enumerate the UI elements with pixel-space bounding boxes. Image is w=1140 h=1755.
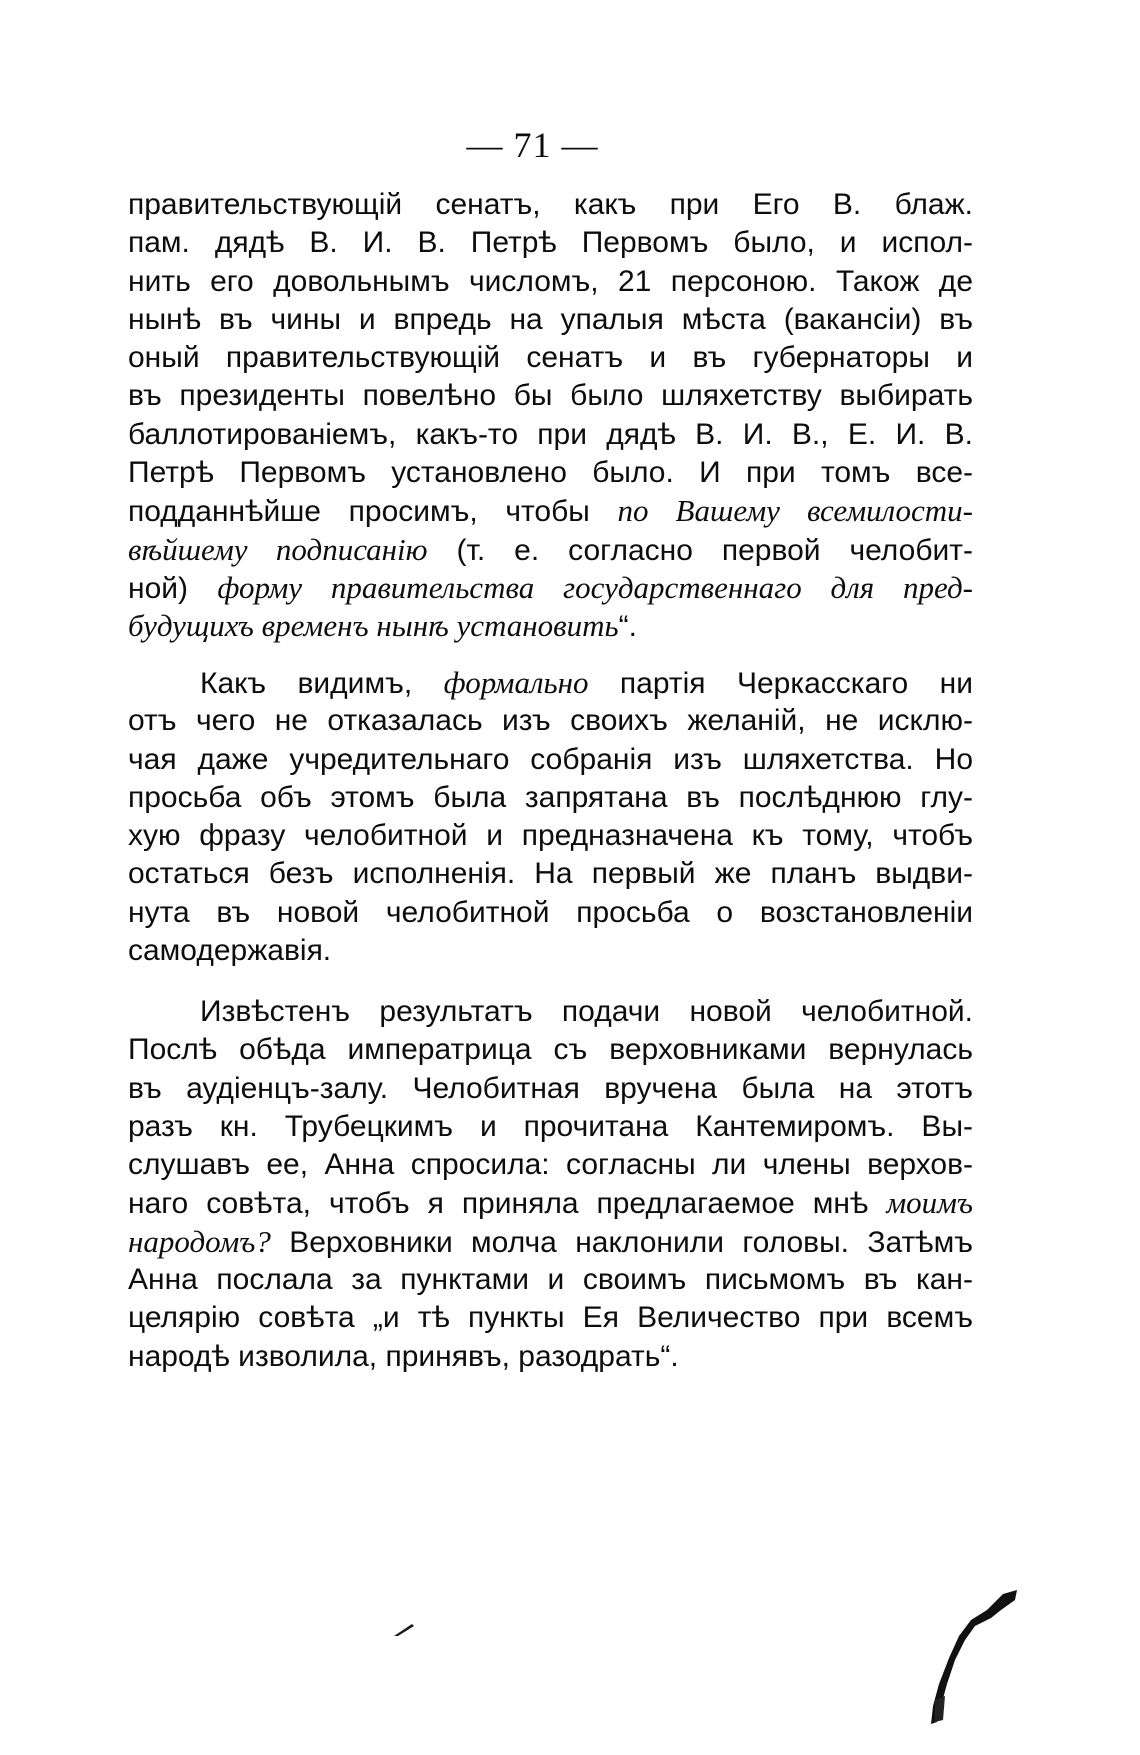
italic-phrase: народомъ? [128, 1223, 271, 1259]
page-number: — 71 — [466, 125, 599, 165]
text-line: Какъ видимъ, формально партія Черкасскаго ни [200, 665, 973, 700]
text-line: Петрѣ Первомъ установлено было. И при томъ все- [128, 456, 973, 490]
text-line: хую фразу челобитной и предназначена къ тому, чтобъ [128, 819, 973, 853]
text-line: будущихъ временъ нынѣ установить“. [128, 608, 637, 644]
text-line: пам. дядѣ В. И. В. Петрѣ Первомъ было, и испол- [128, 226, 973, 260]
text-line: въ президенты повелѣно бы было шляхетству выбирать [128, 379, 973, 413]
text-line: правительствующій сенатъ, какъ при Его В. блаж. [128, 188, 973, 221]
text-line: наго совѣта, чтобъ я приняла предлагаемое мнѣ моимъ [128, 1185, 973, 1221]
text-line: целярію совѣта „и тѣ пункты Ея Величество при всемъ [128, 1301, 973, 1335]
text-line: нынѣ въ чины и впредь на упалыя мѣста (вакансіи) въ [128, 302, 973, 336]
text-line: Послѣ обѣда императрица съ верховниками вернулась [128, 1033, 973, 1067]
text-line: подданнѣйше просимъ, чтобы по Вашему всемилости- [128, 493, 974, 529]
text-line: разъ кн. Трубецкимъ и прочитана Кантемиромъ. Вы- [128, 1109, 973, 1143]
italic-phrase: форму правительства государственнаго для пред- [217, 569, 973, 605]
ink-smudge-mark [905, 1588, 1025, 1728]
ink-speck-mark [392, 1620, 416, 1640]
italic-phrase: моимъ [886, 1185, 973, 1221]
text-line: отъ чего не отказалась изъ своихъ желаній, не исклю- [128, 704, 973, 738]
italic-phrase: вѣйшему подписанію [128, 531, 428, 567]
text-line: нута въ новой челобитной просьба о возстановленіи [128, 895, 973, 929]
text-line: баллотированіемъ, какъ-то при дядѣ В. И. В., Е. И. В. [128, 417, 973, 451]
text-line: народомъ? Верховники молча наклонили головы. Затѣмъ [128, 1223, 973, 1259]
paragraph-2 [128, 664, 973, 970]
text-line: вѣйшему подписанію (т. е. согласно первой челобит- [128, 531, 973, 567]
text-line: слушавъ ее, Анна спросила: согласны ли члены верхов- [128, 1148, 973, 1182]
italic-phrase: формально [443, 665, 589, 700]
text-line: народѣ изволила, принявъ, разодрать“. [128, 1339, 679, 1373]
italic-phrase: по Вашему всемилости- [617, 493, 974, 529]
italic-phrase: будущихъ временъ нынѣ установить [128, 608, 619, 644]
text-line: просьба объ этомъ была запрятана въ послѣднюю глу- [128, 780, 973, 814]
text-line: Анна послала за пунктами и своимъ письмомъ въ кан- [128, 1263, 973, 1297]
paragraph-3 [128, 993, 973, 1376]
text-line: остаться безъ исполненія. На первый же планъ выдви- [128, 857, 973, 891]
text-line: Извѣстенъ результатъ подачи новой челобитной. [200, 995, 973, 1028]
text-line: чая даже учредительнаго собранія изъ шляхетства. Но [128, 742, 973, 776]
text-line: въ аудіенцъ-залу. Челобитная вручена была на этотъ [128, 1071, 973, 1105]
text-line: ной) форму правительства государственнаго для пред- [128, 569, 973, 605]
text-line: оный правительствующій сенатъ и въ губернаторы и [128, 341, 973, 375]
paragraph-1 [128, 186, 973, 646]
text-line: нить его довольнымъ числомъ, 21 персоною. Також де [128, 264, 973, 298]
text-line: самодержавія. [128, 934, 332, 968]
